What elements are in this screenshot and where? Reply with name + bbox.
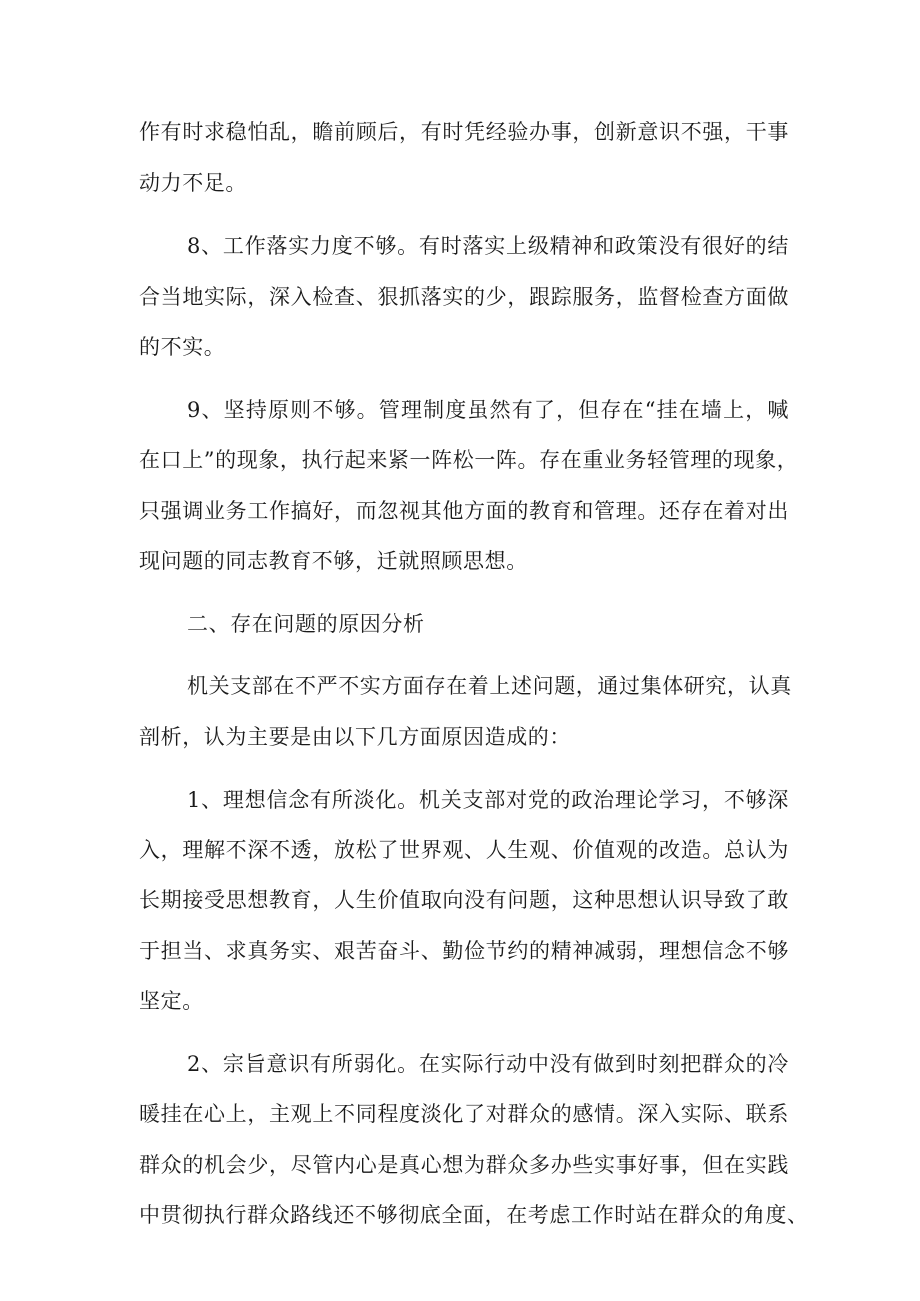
text-line: 的不实。 (139, 335, 226, 359)
text-line: 1、理想信念有所淡化。机关支部对党的政治理论学习，不够深 (187, 788, 789, 812)
text-line: 合当地实际，深入检查、狠抓落实的少，跟踪服务，监督检查方面做 (139, 285, 789, 309)
text-line: 8、工作落实力度不够。有时落实上级精神和政策没有很好的结 (187, 234, 789, 258)
text-line: 坚定。 (139, 989, 204, 1013)
text-line: 剖析，认为主要是由以下几方面原因造成的： (139, 725, 571, 749)
text-line: 中贯彻执行群众路线还不够彻底全面，在考虑工作时站在群众的角度、 (139, 1203, 809, 1227)
text-line: 在口上”的现象，执行起来紧一阵松一阵。存在重业务轻管理的现象， (139, 448, 799, 472)
section-heading: 二、存在问题的原因分析 (187, 612, 425, 636)
text-line: 机关支部在不严不实方面存在着上述问题，通过集体研究，认真 (187, 674, 792, 698)
text-line: 现问题的同志教育不够，迁就照顾思想。 (139, 549, 528, 573)
text-line: 于担当、求真务实、艰苦奋斗、勤俭节约的精神减弱，理想信念不够 (139, 939, 789, 963)
text-line: 入，理解不深不透，放松了世界观、人生观、价值观的改造。总认为 (139, 838, 789, 862)
text-line: 作有时求稳怕乱，瞻前顾后，有时凭经验办事，创新意识不强，干事 (139, 120, 789, 144)
text-line: 长期接受思想教育，人生价值取向没有问题，这种思想认识导致了敢 (139, 888, 789, 912)
text-line: 群众的机会少，尽管内心是真心想为群众多办些实事好事，但在实践 (139, 1153, 789, 1177)
text-line: 2、宗旨意识有所弱化。在实际行动中没有做到时刻把群众的冷 (187, 1052, 789, 1076)
text-line: 动力不足。 (139, 171, 247, 195)
text-line: 9、坚持原则不够。管理制度虽然有了，但存在“挂在墙上，喊 (187, 398, 789, 422)
text-line: 暖挂在心上，主观上不同程度淡化了对群众的感情。深入实际、联系 (139, 1102, 789, 1126)
text-line: 只强调业务工作搞好，而忽视其他方面的教育和管理。还存在着对出 (139, 499, 789, 523)
